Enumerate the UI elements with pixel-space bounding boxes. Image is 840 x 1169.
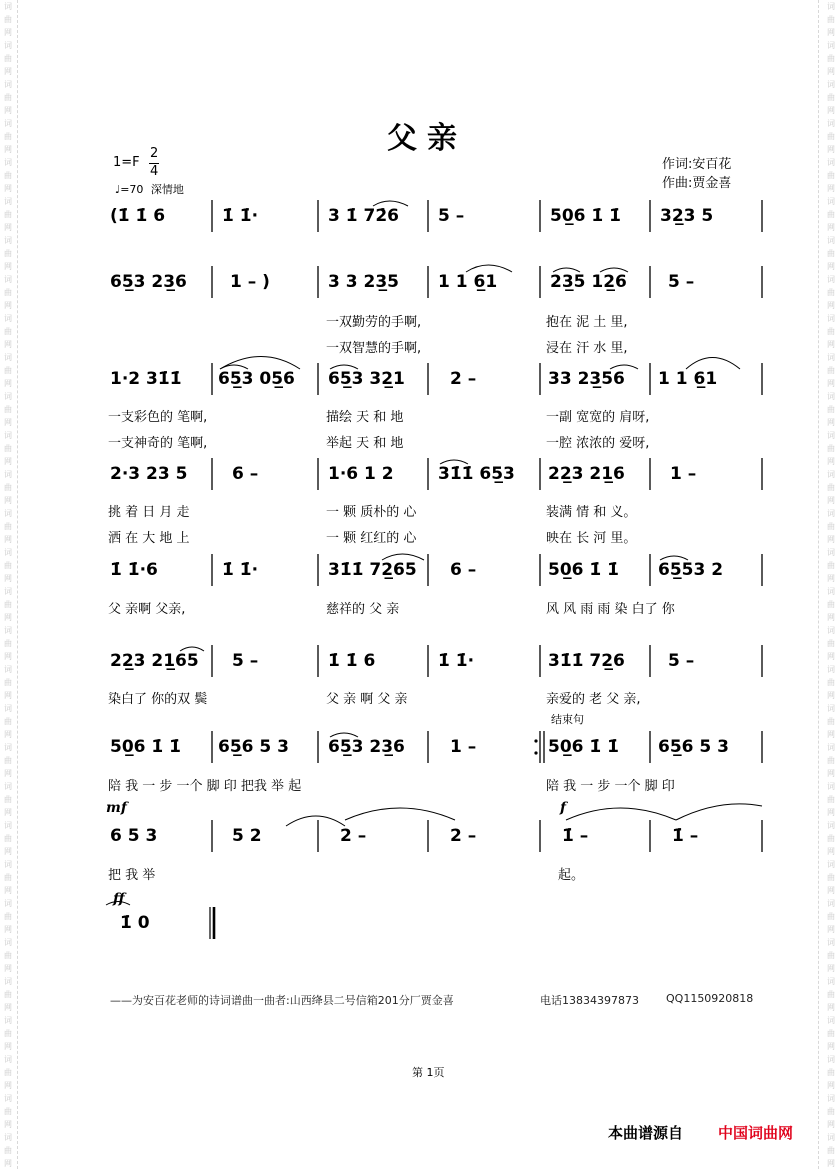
- measure: 33 23̲56: [548, 369, 625, 389]
- lyric: 一 颗 红红的 心: [326, 531, 417, 546]
- measure: 5 –: [668, 651, 695, 671]
- footer-phone: 电话13834397873: [540, 994, 639, 1007]
- measure: 50̲6 1̇ 1̇: [548, 560, 619, 580]
- measure: 22̲3 21̲65: [110, 651, 199, 671]
- measure: 1 – ): [230, 272, 270, 292]
- measure: 6 5 3: [110, 826, 158, 846]
- measure: 3 1̇ 72̇6: [328, 206, 399, 226]
- lyric: 慈祥的 父 亲: [326, 602, 400, 617]
- measure: 5 –: [232, 651, 259, 671]
- lyric: 一 颗 质朴的 心: [326, 505, 417, 520]
- ending-label: 结束句: [551, 713, 584, 726]
- measure: 1̇ 0: [120, 913, 150, 933]
- measure: 65̲3 32̲1: [328, 369, 405, 389]
- lyric: 举起 天 和 地: [326, 436, 404, 451]
- repeat-sign: [534, 731, 544, 763]
- composer-credit: 作曲:贾金喜: [662, 176, 732, 191]
- slurs: [106, 201, 762, 905]
- measure: 50̲6 1̇ 1̇: [548, 737, 619, 757]
- measure: 2 –: [450, 826, 477, 846]
- lyric: 一支彩色的 笔啊,: [108, 410, 208, 425]
- measure: 65̲6 5 3: [658, 737, 729, 757]
- lyric: 陪 我 一 步 一个 脚 印 把我 举 起: [108, 779, 302, 794]
- lyric: 抱在 泥 土 里,: [546, 315, 628, 330]
- dynamic-marking: f: [560, 800, 567, 816]
- lyric: 父 亲啊 父亲,: [108, 602, 186, 617]
- expression-marking: 深情地: [150, 183, 184, 196]
- lyric: 风 风 雨 雨 染 白了 你: [546, 602, 675, 617]
- measure: 5 2: [232, 826, 262, 846]
- lyric: 一支神奇的 笔啊,: [108, 436, 208, 451]
- source-site-link[interactable]: 中国词曲网: [718, 1124, 794, 1142]
- measure: 1̇ 1̇·6: [110, 560, 158, 580]
- measure: 2 –: [450, 369, 477, 389]
- measure: 65̲3 23̲6: [110, 272, 187, 292]
- lyric: 染白了 你的双 鬓: [108, 692, 208, 707]
- lyric: 亲爱的 老 父 亲,: [546, 692, 641, 707]
- measure: 31̇1̇ 72̲65: [328, 560, 417, 580]
- barlines: [212, 200, 762, 852]
- measure: 2 –: [340, 826, 367, 846]
- left-watermark: 词曲网 词曲网 词曲网 词曲网 词曲网 词曲网 词曲网 词曲网 词曲网 词曲网 词曲网 词曲网 词曲网 词曲网 词曲网 词曲网 词曲网 词曲网 词曲网 词曲网 词曲网 词曲网 词曲网 词曲网 词曲网 词曲网 词曲网 词曲网 词曲网 词曲网: [4, 2, 12, 1168]
- measure: 1·6 1 2: [328, 464, 394, 484]
- measure: 31̇1̇ 72̲6: [548, 651, 625, 671]
- measure: 1̇ 1̇ 6: [328, 651, 376, 671]
- measure: 1 1 6̲1: [438, 272, 498, 292]
- page-number: 第 1页: [412, 1066, 445, 1079]
- lyric: 装满 情 和 义。: [546, 505, 637, 520]
- lyric: 描绘 天 和 地: [326, 410, 404, 425]
- measure: 2·3 23 5: [110, 464, 188, 484]
- lyric: 映在 长 河 里。: [546, 531, 637, 546]
- lyric: 把 我 举: [108, 868, 156, 883]
- lyric: 一双勤劳的手啊,: [326, 315, 422, 330]
- measure: 31̇1̇ 65̲3: [438, 464, 515, 484]
- measure: 6 –: [450, 560, 477, 580]
- measure: 1̇ 1̇·: [222, 560, 259, 580]
- measure: 1̇ 1̇·: [222, 206, 259, 226]
- measure: 3 3 23̲5: [328, 272, 399, 292]
- measure: 1̇ 1̇·: [438, 651, 475, 671]
- measure: (1̇ 1̇ 6: [110, 206, 166, 226]
- lyric: 一双智慧的手啊,: [326, 341, 422, 356]
- measure: 1 1 6̲1: [658, 369, 718, 389]
- dynamic-marking: mf: [106, 800, 127, 816]
- time-signature-top: 2: [150, 146, 159, 161]
- measure: 65̲3 05̲6: [218, 369, 295, 389]
- measure: 50̲6 1̇ 1̇: [550, 206, 621, 226]
- lyric: 一副 宽宽的 肩呀,: [546, 410, 650, 425]
- lyric: 浸在 汗 水 里,: [546, 341, 628, 356]
- tempo-value: ♩=70: [115, 183, 144, 196]
- measure: 32̲3 5: [660, 206, 714, 226]
- lyric: 挑 着 日 月 走: [108, 505, 190, 520]
- lyric: 起。: [558, 868, 585, 883]
- lyric: 洒 在 大 地 上: [108, 531, 190, 546]
- footer-credit: ——为安百花老师的诗词谱曲一曲者:山西绛县二号信箱201分厂贾金喜: [110, 994, 454, 1007]
- time-signature-bottom: 4: [150, 164, 159, 179]
- measure: 65̲6 5 3: [218, 737, 289, 757]
- measure: 5 –: [668, 272, 695, 292]
- measure: 1·2 31̇1̇: [110, 369, 182, 389]
- lyricist-credit: 作词:安百花: [662, 157, 732, 172]
- lyric: 一腔 浓浓的 爱呀,: [546, 436, 650, 451]
- lyric: 陪 我 一 步 一个 脚 印: [546, 779, 675, 794]
- measure: 65̲3 23̲6: [328, 737, 405, 757]
- dynamic-marking: ff: [113, 891, 125, 907]
- measure: 65̲53 2: [658, 560, 724, 580]
- final-barline: [210, 907, 214, 939]
- measure: 50̲6 1̇ 1̇: [110, 737, 181, 757]
- source-prefix: 本曲谱源自: [608, 1124, 684, 1142]
- measure: 1 –: [670, 464, 697, 484]
- key-signature: 1=F: [113, 155, 140, 170]
- measure: 1 –: [450, 737, 477, 757]
- song-title: 父亲: [387, 121, 467, 156]
- measure: 6 –: [232, 464, 259, 484]
- measure: 1̇ –: [562, 826, 589, 846]
- measure: 22̲3 21̲6: [548, 464, 625, 484]
- footer-qq: QQ1150920818: [666, 992, 754, 1005]
- lyric: 父 亲 啊 父 亲: [326, 692, 408, 707]
- measure: 5 –: [438, 206, 465, 226]
- measure: 23̲5 12̲6: [550, 272, 627, 292]
- measure: 1̇ –: [672, 826, 699, 846]
- right-watermark: 词曲网 词曲网 词曲网 词曲网 词曲网 词曲网 词曲网 词曲网 词曲网 词曲网 词曲网 词曲网 词曲网 词曲网 词曲网 词曲网 词曲网 词曲网 词曲网 词曲网 词曲网 词曲网 词曲网 词曲网 词曲网 词曲网 词曲网 词曲网 词曲网 词曲网: [827, 2, 835, 1168]
